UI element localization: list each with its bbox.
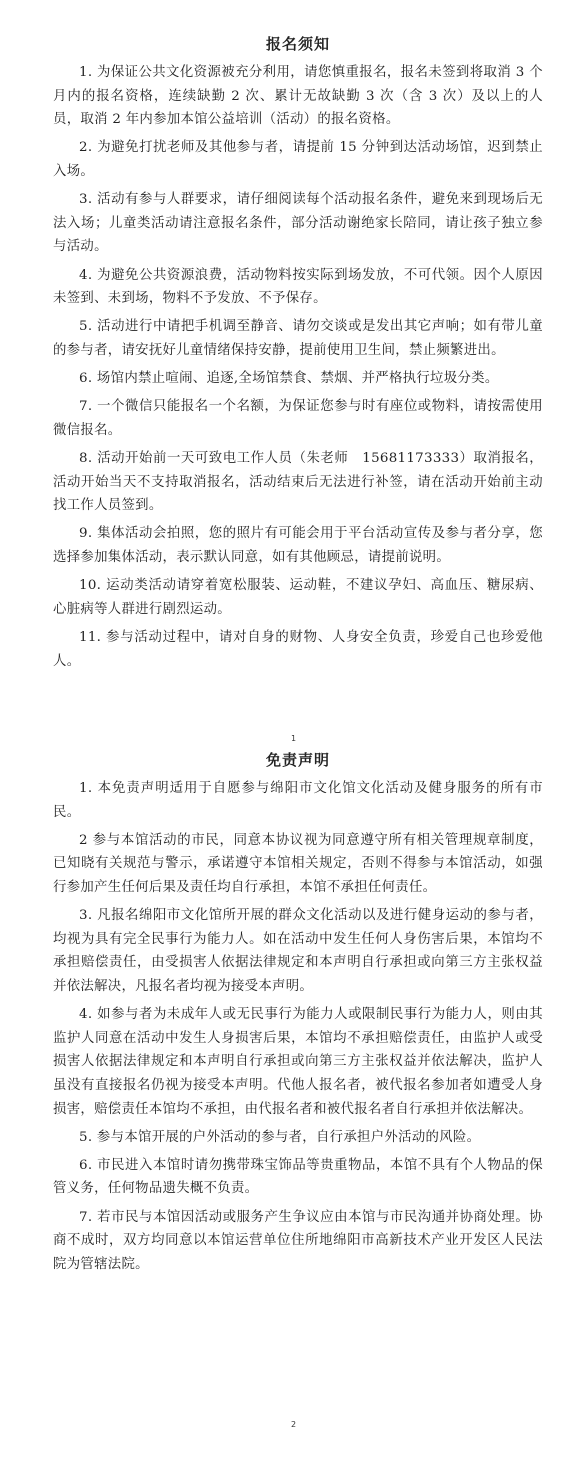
notice-item-8: 8. 活动开始前一天可致电工作人员（朱老师 15681173333）取消报名，活动开始当天不支持取消报名，活动结束后无法进行补签，请在活动开始前主动找工作人员签到。 — [53, 451, 543, 514]
disclaimer-item-5: 5. 参与本馆开展的户外活动的参与者，自行承担户外活动的风险。 — [79, 1129, 481, 1145]
disclaimer-item-3: 3. 凡报名绵阳市文化馆所开展的群众文化活动以及进行健身运动的参与者，均视为具有完全民事行为能力人。如在活动中发生任何人身伤害后果，本馆均不承担赔偿责任，由受损害人依据法律规定和本声明自行承担或向第三方主张权益并依法解决，凡报名者均视为接受本声明。 — [53, 908, 543, 994]
notice-item-11: 11. 参与活动过程中，请对自身的财物、人身安全负责，珍爱自己也珍爱他人。 — [53, 630, 543, 669]
notice-item-7: 7. 一个微信只能报名一个名额，为保证您参与时有座位或物料，请按需使用微信报名。 — [53, 399, 543, 438]
disclaimer-item-6: 6. 市民进入本馆时请勿携带珠宝饰品等贵重物品，本馆不具有个人物品的保管义务，任何物品遗失概不负责。 — [53, 1157, 543, 1197]
notice-item-3: 3. 活动有参与人群要求，请仔细阅读每个活动报名条件，避免来到现场后无法入场；儿童类活动请注意报名条件，部分活动谢绝家长陪同，请让孩子独立参与活动。 — [53, 192, 543, 255]
disclaimer-item-1: 1. 本免责声明适用于自愿参与绵阳市文化馆文化活动及健身服务的所有市民。 — [53, 781, 543, 820]
notice-item-1: 1. 为保证公共文化资源被充分利用，请您慎重报名，报名未签到将取消 3 个月内的报名资格，连续缺勤 2 次、累计无故缺勤 3 次（含 3 次）及以上的人员，取消 2 年内参加本馆公益培训（活动）的报名资格。 — [53, 65, 543, 128]
notice-item-5: 5. 活动进行中请把手机调至静音、请勿交谈或是发出其它声响；如有带儿童的参与者，请安抚好儿童情绪保持安静，提前使用卫生间，禁止频繁进出。 — [53, 319, 543, 358]
disclaimer-item-4: 4. 如参与者为未成年人或无民事行为能力人或限制民事行为能力人，则由其监护人同意在活动中发生人身损害后果，本馆均不承担赔偿责任，由监护人或受损害人依据法律规定和本声明自行承担或向第三方主张权益并依法解决，监护人虽没有直接报名仍视为接受本声明。代他人报名者，被代报名参加者如遭受人身损害，赔偿责任本馆均不承担，由代报名者和被代报名者自行承担并依法解决。 — [53, 1007, 543, 1117]
notice-item-6: 6. 场馆内禁止喧闹、追逐,全场馆禁食、禁烟、并严格执行垃圾分类。 — [79, 371, 499, 387]
registration-notice — [53, 33, 543, 678]
page-number-1: 1 — [290, 734, 297, 743]
notice-item-4: 4. 为避免公共资源浪费，活动物料按实际到场发放，不可代领。因个人原因未签到、未到场，物料不予发放、不予保存。 — [53, 267, 543, 307]
disclaimer-item-7: 7. 若市民与本馆因活动或服务产生争议应由本馆与市民沟通并协商处理。协商不成时，双方均同意以本馆运营单位住所地绵阳市高新技术产业开发区人民法院为管辖法院。 — [53, 1209, 543, 1272]
disclaimer-item-2: 2 参与本馆活动的市民，同意本协议视为同意遵守所有相关管理规章制度，已知晓有关规范与警示，承诺遵守本馆相关规定，否则不得参与本馆活动，如强行参加产生任何后果及责任均自行承担，本馆不承担任何责任。 — [53, 832, 543, 895]
page-number-2: 2 — [290, 1420, 297, 1429]
registration-notice-title: 报名须知 — [265, 35, 330, 53]
notice-item-2: 2. 为避免打扰老师及其他参与者，请提前 15 分钟到达活动场馆，迟到禁止入场。 — [53, 140, 543, 179]
disclaimer — [53, 749, 543, 1281]
notice-item-9: 9. 集体活动会拍照，您的照片有可能会用于平台活动宣传及参与者分享，您选择参加集体活动，表示默认同意，如有其他顾忌，请提前说明。 — [53, 526, 543, 566]
disclaimer-title: 免责声明 — [265, 751, 330, 769]
notice-item-10: 10. 运动类活动请穿着宽松服装、运动鞋，不建议孕妇、高血压、糖尿病、心脏病等人群进行剧烈运动。 — [53, 578, 543, 617]
